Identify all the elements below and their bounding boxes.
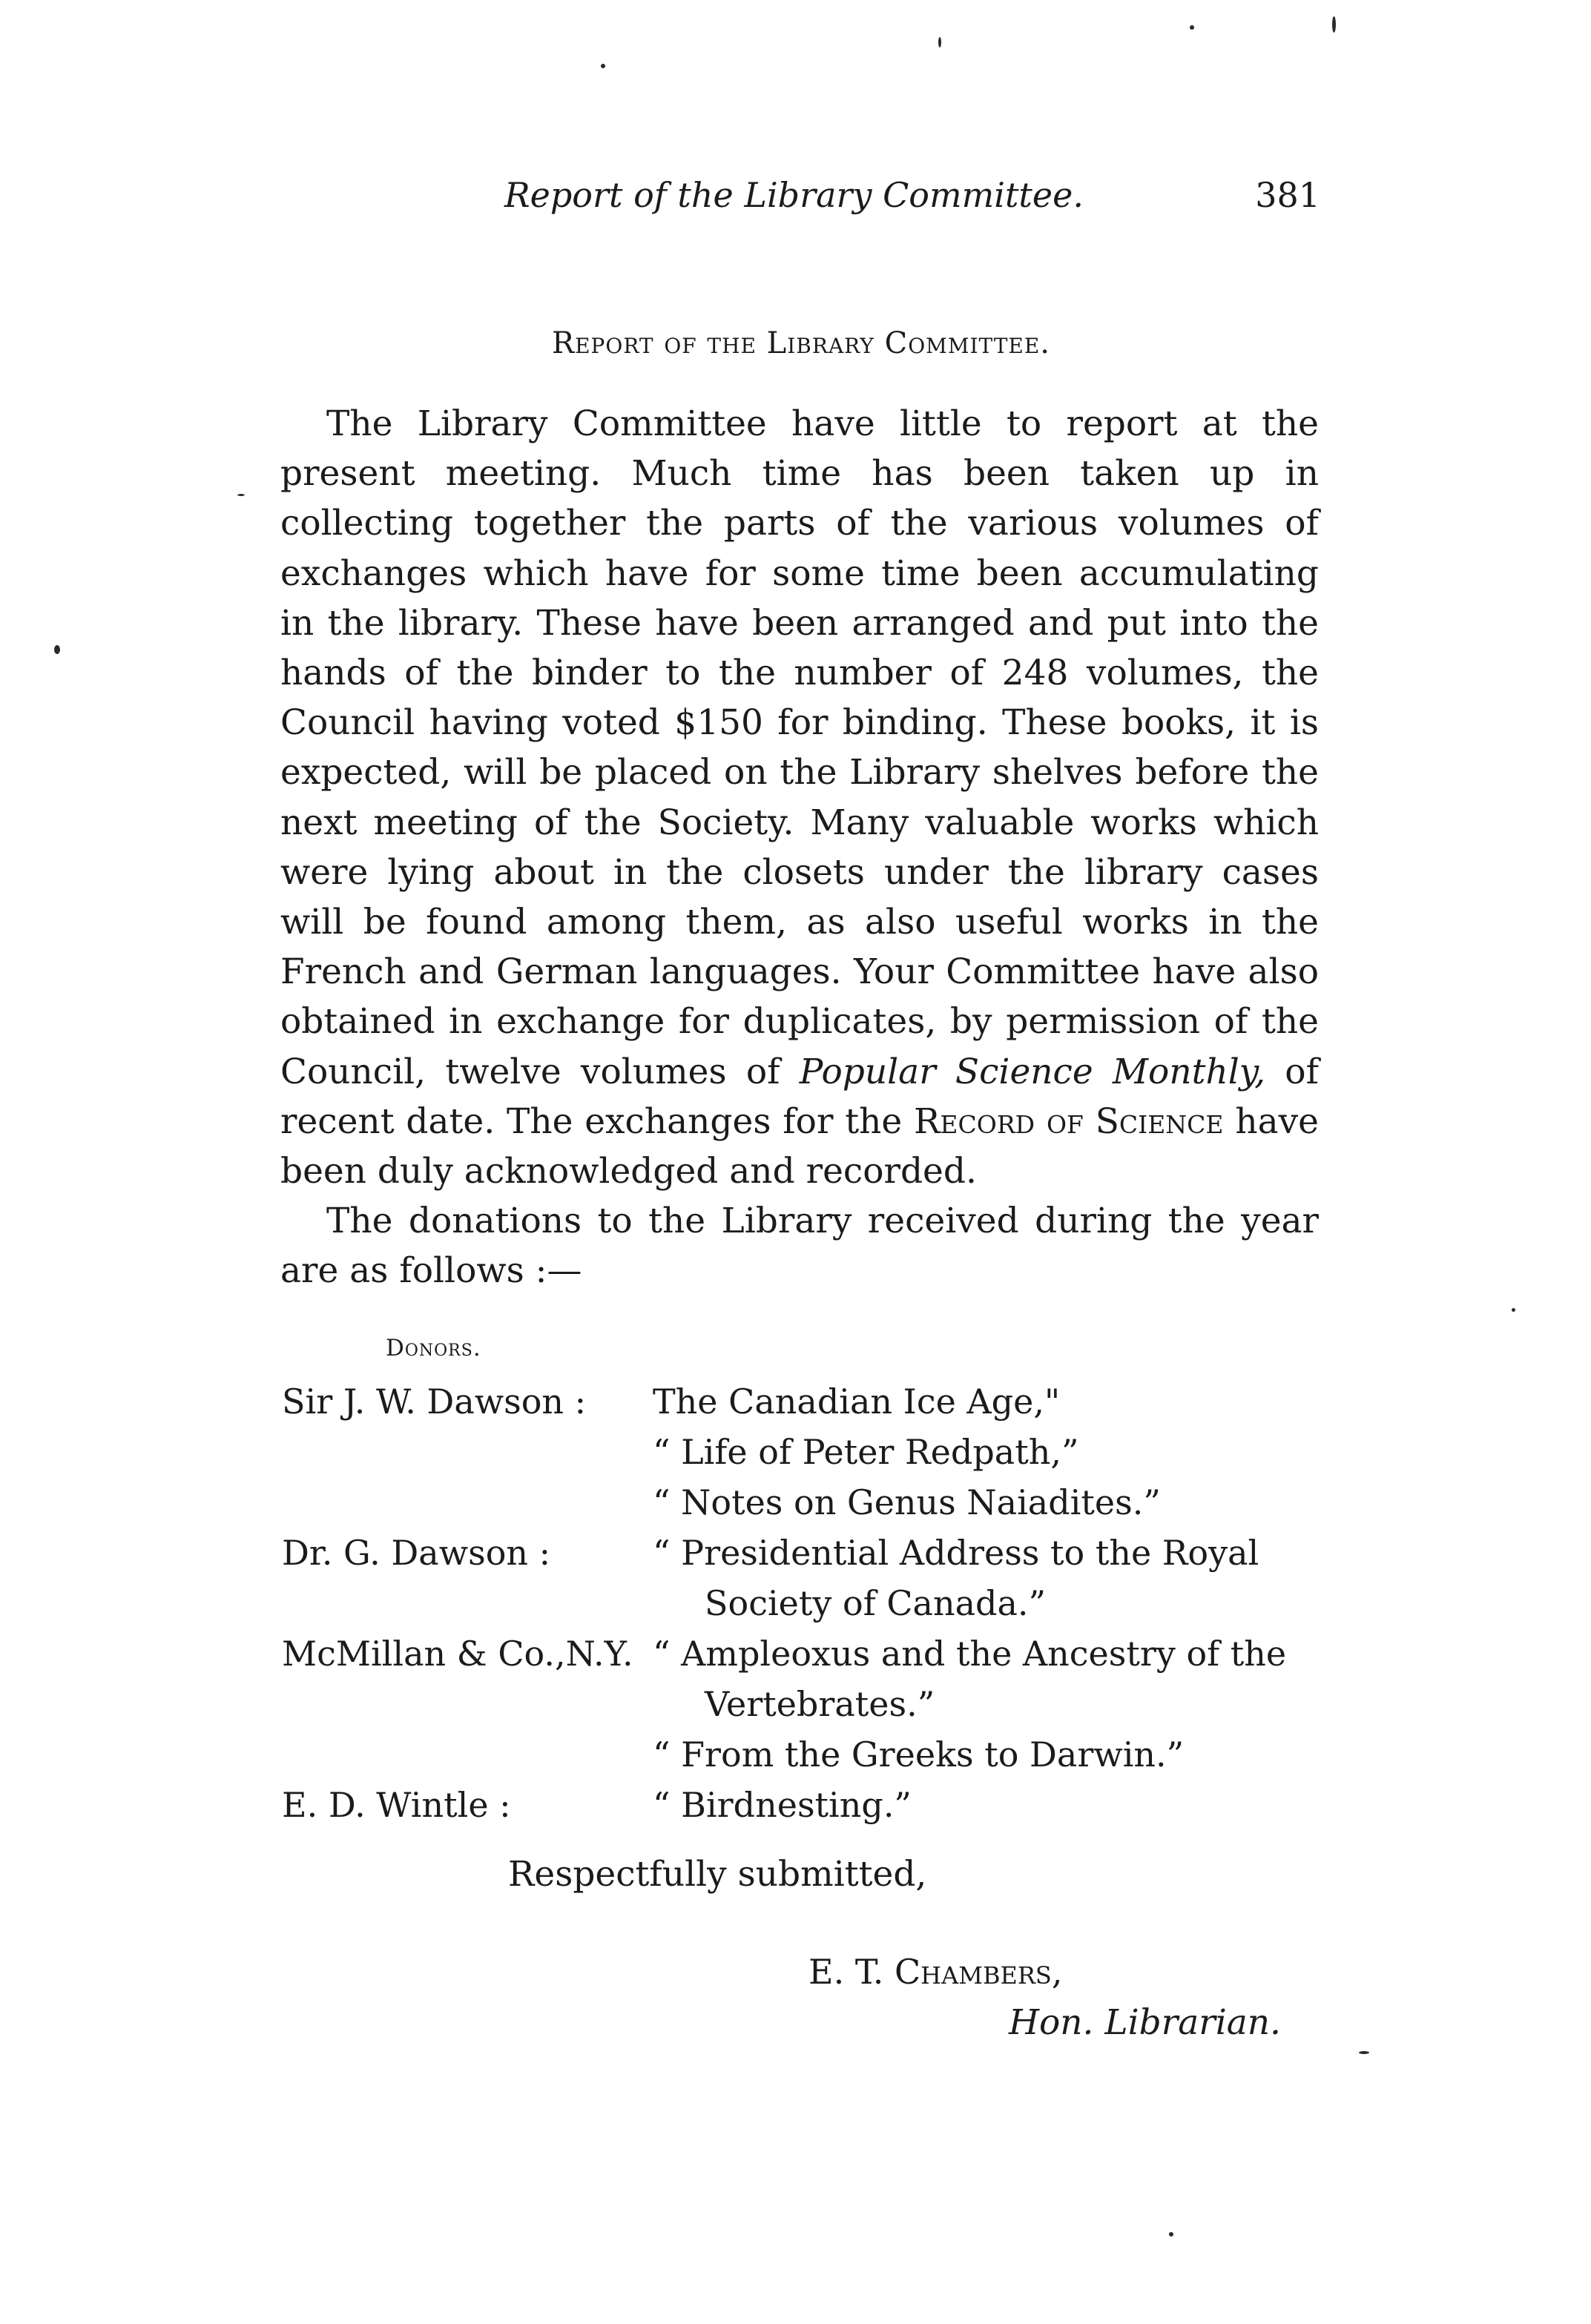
donated-work: “ From the Greeks to Darwin.” <box>653 1734 1185 1775</box>
donor-name: Dr. G. Dawson : <box>282 1533 551 1573</box>
donated-work: “ Presidential Address to the Royal <box>653 1533 1259 1573</box>
donor-name: McMillan & Co.,N.Y. <box>282 1634 633 1674</box>
report-paragraph-1 <box>280 399 1319 1196</box>
scan-speck <box>1512 1308 1515 1312</box>
page-number: 381 <box>1255 175 1320 215</box>
scan-speck <box>1169 2232 1173 2236</box>
scan-speck <box>601 64 605 68</box>
popular-science-monthly-title: Popular Science Monthly, <box>799 1051 1266 1092</box>
donor-row <box>282 1376 1335 1528</box>
record-of-science-title: Record of Science <box>914 1100 1224 1142</box>
donated-work: “ Ampleoxus and the Ancestry of the <box>653 1634 1287 1674</box>
scan-speck <box>237 494 245 496</box>
scan-speck <box>1190 25 1194 30</box>
report-body <box>280 399 1319 1296</box>
scan-speck <box>1359 2051 1369 2054</box>
donor-works <box>653 1628 1335 1780</box>
donor-row <box>282 1628 1335 1780</box>
donated-work: “ Life of Peter Redpath,” <box>653 1432 1079 1472</box>
donor-works <box>653 1780 1335 1830</box>
scan-speck <box>1332 16 1336 33</box>
signature-title: Hon. Librarian. <box>1009 2002 1281 2043</box>
running-head <box>282 175 1320 227</box>
section-title: Report of the Library Committee. <box>551 326 1051 360</box>
librarian-name: E. T. Chambers, <box>808 1952 1063 1992</box>
donor-name: E. D. Wintle : <box>282 1785 511 1825</box>
donor-works <box>653 1528 1335 1628</box>
scan-speck <box>938 37 941 47</box>
paragraph-1-text-3: have been duly acknowledged and recorded. <box>280 1100 1319 1192</box>
donated-work: The Canadian Ice Age," <box>653 1381 1061 1422</box>
donated-work-continuation: Society of Canada.” <box>705 1583 1047 1623</box>
donated-work: “ Birdnesting.” <box>653 1785 912 1825</box>
donated-work: “ Notes on Genus Naiadites.” <box>653 1482 1161 1522</box>
running-head-title: Report of the Library Committee. <box>504 175 1084 215</box>
signature-name <box>808 1952 1062 1992</box>
paragraph-1-text-2: of recent date. The exchanges for the <box>280 1051 1319 1142</box>
scan-speck <box>54 645 60 654</box>
paragraph-1-text: The Library Committee have little to report at the present meeting. Much time has been taken up in collecting together the parts of the various volumes of exchanges which have for some time been accumulating in the library. These have been arranged and put into the hands of the binder to the number of 248 volumes, the Council having voted $150 for binding. These books, it is expected, will be placed on the Library shelves before the next meeting of the Society. Many valuable works which were lying about in the closets under the library cases will be found among them, as also useful works in the French and German languages. Your Committee have also obtained in exchange for duplicates, by permission of the Council, twelve volumes of <box>280 403 1319 1092</box>
report-paragraph-2: The donations to the Library received during the year are as follows :— <box>280 1201 1319 1292</box>
closing-line: Respectfully submitted, <box>508 1854 927 1895</box>
donated-work-continuation: Vertebrates.” <box>705 1684 935 1724</box>
donors-heading: Donors. <box>386 1335 481 1361</box>
donors-list <box>282 1376 1335 1830</box>
donor-works <box>653 1376 1335 1528</box>
donor-row <box>282 1780 1335 1830</box>
donor-row <box>282 1528 1335 1628</box>
donor-name: Sir J. W. Dawson : <box>282 1381 587 1422</box>
